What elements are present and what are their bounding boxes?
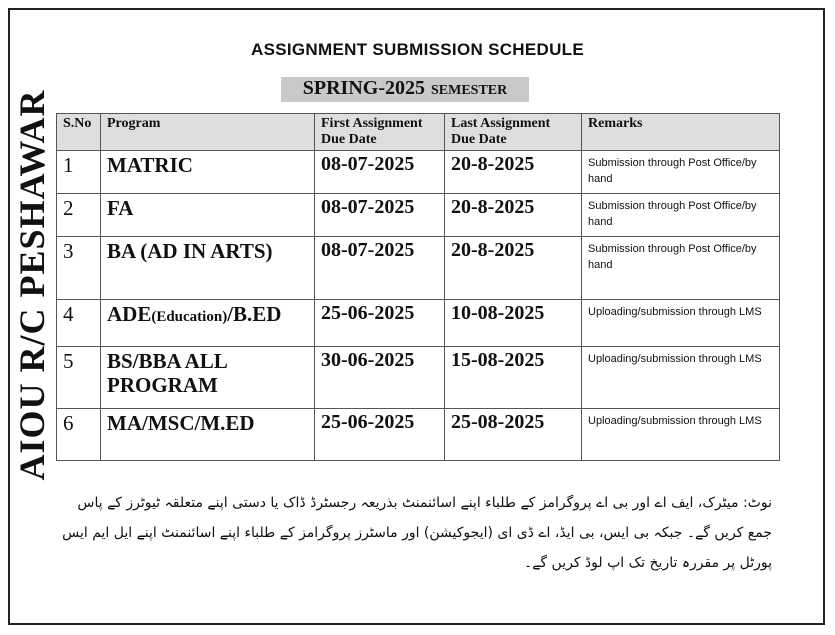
cell-first-due: 25-06-2025	[315, 409, 445, 461]
table-row	[57, 194, 780, 237]
cell-last-due: 20-8-2025	[445, 151, 582, 194]
side-label: AIOU R/C PESHAWAR	[12, 89, 52, 481]
semester-main: SPRING-2025	[302, 77, 425, 99]
cell-first-due: 08-07-2025	[315, 194, 445, 237]
program-name: BS/BBA ALL PROGRAM	[107, 349, 227, 397]
cell-last-due: 10-08-2025	[445, 300, 582, 347]
program-suffix: (Education)	[151, 309, 228, 325]
semester-suffix: SEMESTER	[430, 83, 508, 98]
table-row	[57, 300, 780, 347]
cell-program	[101, 347, 315, 409]
table-row	[57, 409, 780, 461]
semester-banner	[281, 77, 529, 102]
program-name: BA (AD IN ARTS)	[107, 239, 273, 263]
cell-program	[101, 409, 315, 461]
program-name: MATRIC	[107, 153, 193, 177]
cell-remarks: Uploading/submission through LMS	[582, 347, 780, 409]
table-row	[57, 151, 780, 194]
cell-program	[101, 194, 315, 237]
cell-first-due: 08-07-2025	[315, 151, 445, 194]
header-sno: S.No	[57, 114, 101, 151]
cell-sno: 1	[57, 151, 101, 194]
cell-remarks: Submission through Post Office/by hand	[582, 237, 780, 300]
cell-remarks: Submission through Post Office/by hand	[582, 194, 780, 237]
cell-last-due: 20-8-2025	[445, 237, 582, 300]
header-program: Program	[101, 114, 315, 151]
cell-first-due: 30-06-2025	[315, 347, 445, 409]
cell-remarks: Uploading/submission through LMS	[582, 409, 780, 461]
table-row	[57, 347, 780, 409]
header-last-due: Last Assignment Due Date	[445, 114, 582, 151]
table-row	[57, 237, 780, 300]
cell-remarks: Submission through Post Office/by hand	[582, 151, 780, 194]
program-name: ADE	[107, 302, 152, 326]
cell-remarks: Uploading/submission through LMS	[582, 300, 780, 347]
program-name: MA/MSC/M.ED	[107, 411, 255, 435]
schedule-table	[56, 113, 780, 461]
cell-sno: 2	[57, 194, 101, 237]
program-name: FA	[107, 196, 134, 220]
cell-program	[101, 151, 315, 194]
page-title: ASSIGNMENT SUBMISSION SCHEDULE	[251, 40, 584, 59]
table-header-row	[57, 114, 780, 151]
cell-sno: 4	[57, 300, 101, 347]
cell-last-due: 25-08-2025	[445, 409, 582, 461]
header-remarks: Remarks	[582, 114, 780, 151]
program-tail: /B.ED	[227, 302, 282, 326]
cell-last-due: 15-08-2025	[445, 347, 582, 409]
urdu-note: نوٹ: میٹرک، ایف اے اور بی اے پروگرامز کے طلباء اپنے اسائنمنٹ بذریعہ رجسٹرڈ ڈاک یا دستی اپنے متعلقہ ٹیوٹرز کے پاس جمع کریں گے۔ جبکہ بی ایس، بی ایڈ، اے ڈی ای (ایجوکیشن) اور ماسٹرز پروگرامز کے طلباء اپنے اسائنمنٹ اپنے ایل ایم ایس پورٹل پر مقررہ تاریخ تک اپ لوڈ کریں گے۔	[62, 495, 772, 571]
cell-sno: 6	[57, 409, 101, 461]
cell-sno: 3	[57, 237, 101, 300]
cell-first-due: 25-06-2025	[315, 300, 445, 347]
cell-program	[101, 300, 315, 347]
cell-sno: 5	[57, 347, 101, 409]
cell-last-due: 20-8-2025	[445, 194, 582, 237]
cell-program	[101, 237, 315, 300]
cell-first-due: 08-07-2025	[315, 237, 445, 300]
header-first-due: First Assignment Due Date	[315, 114, 445, 151]
